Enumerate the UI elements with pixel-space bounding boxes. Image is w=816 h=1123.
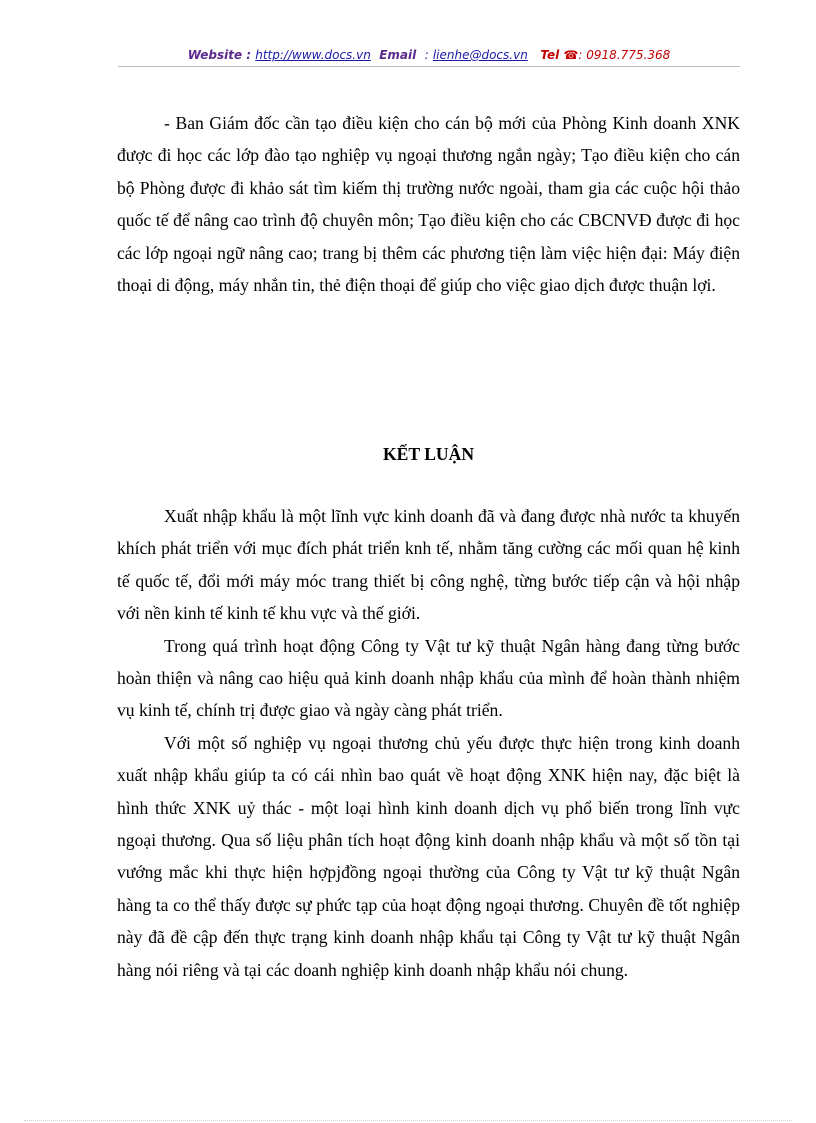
tel-label: Tel (540, 48, 560, 62)
website-label: Website : (187, 48, 252, 62)
intro-paragraph: - Ban Giám đốc cần tạo điều kiện cho cán bộ mới của Phòng Kinh doanh XNK được đi học các lớp đào tạo nghiệp vụ ngoại thương ngắn ngày; Tạo điều kiện cho cán bộ Phòng được đi khảo sát tìm kiếm thị trường nước ngoài, tham gia các cuộc hội thảo quốc tế để nâng cao trình độ chuyên môn; Tạo điều kiện cho các CBCNVĐ được đi học các lớp ngoại ngữ nâng cao; trang bị thêm các phương tiện làm việc hiện đại: Máy điện thoại di động, máy nhắn tin, thẻ điện thoại để giúp cho việc giao dịch được thuận lợi. (117, 113, 740, 296)
conclusion-paragraph: Với một số nghiệp vụ ngoại thương chủ yếu được thực hiện trong kinh doanh xuất nhập khẩu giúp ta có cái nhìn bao quát về hoạt động XNK hiện nay, đặc biệt là hình thức XNK uỷ thác - một loại hình kinh doanh dịch vụ phổ biến trong lĩnh vực ngoại thương. Qua số liệu phân tích hoạt động kinh doanh nhập khẩu và một số tồn tại vướng mắc khi thực hiện hợpjđồng ngoại thường của Công ty Vật tư kỹ thuật Ngân hàng ta co thể thấy được sự phức tạp của hoạt động ngoại thương. Chuyên đề tốt nghiệp này đã đề cập đến thực trạng kinh doanh nhập khẩu tại Công ty Vật tư kỹ thuật Ngân hàng nói riêng và tại các doanh nghiệp kinh doanh nhập khẩu nói chung. (117, 732, 740, 980)
page-header (118, 47, 740, 63)
footer-divider (24, 1120, 792, 1121)
section-heading: KẾT LUẬN (382, 444, 475, 464)
email-label: Email (379, 48, 417, 62)
phone-icon: ☎ (563, 48, 579, 62)
email-link[interactable]: lienhe@docs.vn (432, 48, 528, 62)
website-link[interactable]: http://www.docs.vn (255, 48, 371, 62)
header-divider (118, 66, 740, 67)
email-separator: : (424, 48, 429, 62)
conclusion-paragraph: Xuất nhập khẩu là một lĩnh vực kinh doanh đã và đang được nhà nước ta khuyến khích phát triển với mục đích phát triển knh tế, nhằm tăng cường các mối quan hệ kinh tế quốc tế, đổi mới máy móc trang thiết bị công nghệ, từng bước tiếp cận và hội nhập với nền kinh tế kinh tế khu vực và thế giới. (117, 506, 740, 624)
conclusion-paragraph: Trong quá trình hoạt động Công ty Vật tư kỹ thuật Ngân hàng đang từng bước hoàn thiện và nâng cao hiệu quả kinh doanh nhập khẩu của mình để hoàn thành nhiệm vụ kinh tế, chính trị được giao và ngày càng phát triển. (117, 635, 740, 721)
recommendation-section (117, 107, 740, 301)
conclusion-section (117, 500, 740, 986)
phone-number: : 0918.775.368 (578, 48, 671, 62)
